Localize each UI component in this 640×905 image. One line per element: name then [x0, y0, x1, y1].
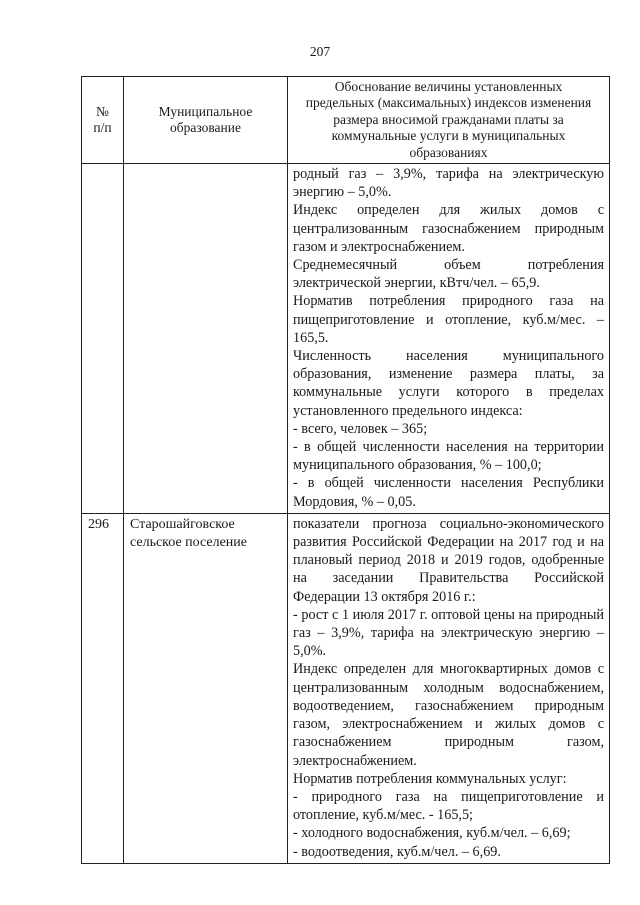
paragraph: показатели прогноза социально-экономического развития Российской Федерации на 2017 год и на плановый период 2018 и 2019 годов, одобренные на заседании Правительства Российской Федерации 13 октября 2016 г.: [293, 515, 604, 605]
page-number: 207 [309, 44, 331, 59]
table-header-row [82, 77, 610, 164]
paragraph: Численность населения муниципального образования, изменение размера платы, за коммунальные услуги которого в пределах установленного предельного индекса: [293, 348, 604, 419]
row-municipality: Старошайговское сельское поселение [124, 513, 288, 863]
paragraph: - природного газа на пищеприготовление и отопление, куб.м/мес. - 165,5; [293, 788, 604, 824]
header-municipality [124, 77, 288, 164]
header-number [82, 77, 124, 164]
paragraph: - всего, человек – 365; [293, 420, 428, 437]
header-justification-label: Обоснование величины установленных предельных (максимальных) индексов изменения размера вносимой гражданами платы за коммунальные услуги в муниципальных образованиях [305, 78, 592, 160]
row-number: 296 [82, 513, 124, 863]
row-justification [288, 513, 610, 863]
paragraph: - в общей численности населения Республики Мордовия, % – 0,05. [293, 475, 604, 510]
paragraph: - холодного водоснабжения, куб.м/чел. – 6,69; [293, 825, 571, 842]
table-row [82, 513, 610, 863]
paragraph: - рост с 1 июля 2017 г. оптовой цены на природный газ – 3,9%, тарифа на электрическую энергию – 5,0%. [293, 606, 604, 660]
header-justification [288, 77, 610, 164]
header-municipality-label: Муниципальное образование [158, 103, 253, 135]
row-number [82, 164, 124, 514]
table-row [82, 164, 610, 514]
paragraph: Среднемесячный объем потребления электрической энергии, кВтч/чел. – 65,9. [293, 257, 604, 292]
paragraph: Норматив потребления природного газа на пищеприготовление и отопление, куб.м/мес. – 165,5. [293, 293, 604, 346]
paragraph: - водоотведения, куб.м/чел. – 6,69. [293, 843, 501, 860]
paragraph: - в общей численности населения на территории муниципального образования, % – 100,0; [293, 439, 604, 474]
row-justification [288, 164, 610, 514]
indices-table [81, 76, 610, 864]
row-municipality [124, 164, 288, 514]
paragraph: Норматив потребления коммунальных услуг: [293, 770, 567, 787]
paragraph: Индекс определен для жилых домов с централизованным газоснабжением природным газом и электроснабжением. [293, 202, 604, 255]
paragraph: родный газ – 3,9%, тарифа на электрическую энергию – 5,0%. [293, 166, 604, 201]
paragraph: Индекс определен для многоквартирных домов с централизованным холодным водоснабжением, водоотведением, газоснабжением природным газом, электроснабжением и жилых домов с газоснабжением природным газом, электроснабжением. [293, 661, 604, 769]
header-number-label: № п/п [93, 103, 112, 135]
